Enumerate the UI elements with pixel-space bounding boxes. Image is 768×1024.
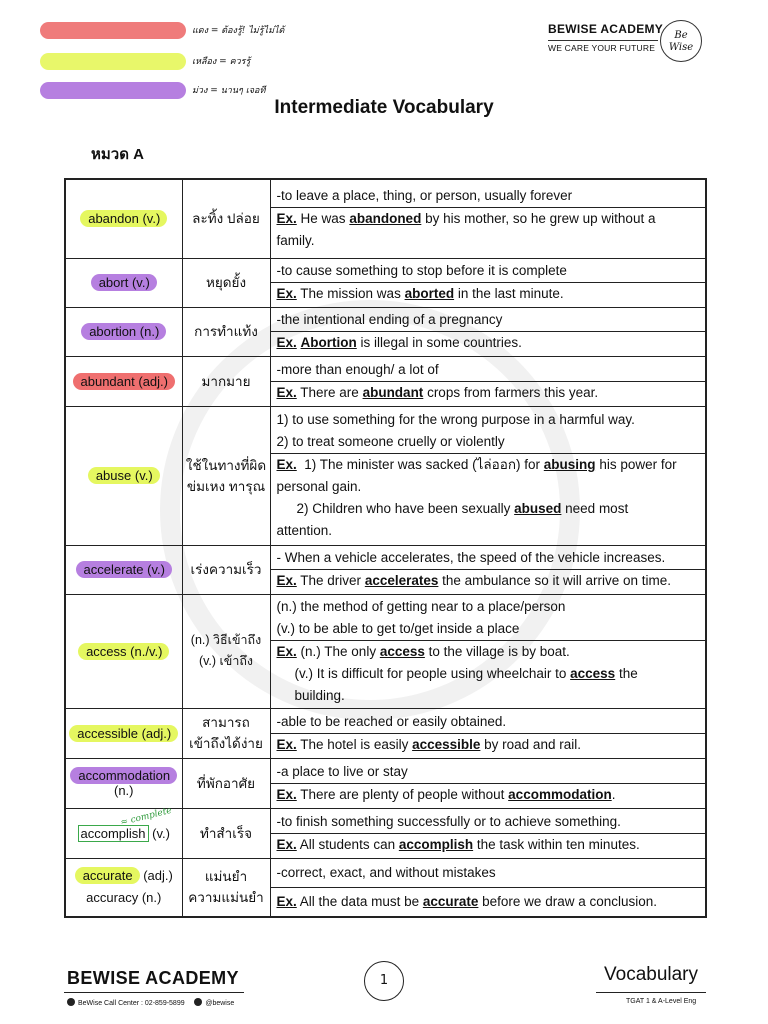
headword-highlight — [91, 274, 157, 291]
word-cell — [65, 179, 182, 258]
brand-logo — [660, 20, 702, 62]
brand-header — [548, 20, 708, 64]
example-text: the ambulance so it will arrive on time. — [438, 573, 671, 588]
headword-highlight — [78, 643, 169, 660]
example-line: personal gain. — [276, 479, 362, 494]
example-keyword: access — [570, 665, 616, 681]
example-text: by his mother, so he grew up without a — [421, 211, 656, 227]
example-label: Ex. — [276, 836, 297, 852]
definition-cell — [270, 406, 706, 545]
example-block — [271, 833, 706, 856]
example-block — [271, 783, 706, 806]
thai-meaning — [182, 858, 270, 917]
example-block — [271, 331, 706, 354]
headword: abuse — [95, 468, 132, 483]
headword: abort — [98, 275, 129, 290]
definition-cell — [270, 858, 706, 917]
thai-meaning: เร่งความเร็ว — [182, 545, 270, 594]
part-of-speech: (n./v.) — [130, 643, 163, 659]
thai-meaning: ละทิ้ง ปล่อย — [182, 179, 270, 258]
thai-meaning: การทำแท้ง — [182, 307, 270, 356]
example-text: need most — [561, 501, 629, 516]
example-text: before we draw a conclusion. — [478, 893, 658, 909]
table-row — [65, 808, 706, 858]
thai-line: ข่มเหง ทารุณ — [186, 478, 266, 494]
word-cell — [65, 805, 182, 858]
headword: abortion — [89, 324, 137, 339]
headword-highlight — [73, 373, 175, 390]
word-cell — [65, 858, 182, 917]
example-label: Ex. — [276, 786, 297, 802]
table-row — [65, 258, 706, 307]
page-title: Intermediate Vocabulary — [274, 97, 494, 118]
word-cell — [65, 356, 182, 406]
legend-text: ม่วง = นานๆ เจอที — [192, 86, 266, 96]
footer-brand: BEWISE ACADEMY — [67, 968, 239, 988]
example-block — [271, 453, 706, 542]
definition: 1) to use something for the wrong purpose in a harmful way. — [276, 412, 635, 427]
headword: accomplish — [80, 825, 146, 841]
thai-meaning: หยุดยั้ง — [182, 258, 270, 307]
example-text: The driver — [300, 573, 365, 588]
definition-cell — [270, 258, 706, 307]
legend-row-red — [40, 20, 440, 40]
legend-text: เหลือง = ควรรู้ — [192, 57, 251, 67]
page-number: 1 — [364, 961, 404, 1001]
table-row — [65, 179, 706, 258]
definition: (v.) to be able to get to/get inside a place — [276, 620, 520, 636]
brand-name: BEWISE ACADEMY — [548, 22, 664, 36]
example-text: the task within ten minutes. — [473, 836, 640, 852]
example-text: The hotel is easily — [300, 736, 413, 752]
definition: -able to be reached or easily obtained. — [276, 713, 507, 729]
example-line — [271, 784, 706, 806]
table-row — [65, 708, 706, 758]
definition-cell — [270, 708, 706, 758]
headword: access — [86, 643, 127, 659]
table-row — [65, 356, 706, 406]
thai-meaning: ทำสำเร็จ — [182, 808, 270, 858]
brand-tagline: WE CARE YOUR FUTURE — [548, 43, 656, 53]
part-of-speech: (adj.) — [138, 373, 168, 389]
definition-cell — [270, 758, 706, 808]
table-row — [65, 758, 706, 808]
example-block — [271, 887, 706, 916]
example-block — [271, 733, 706, 756]
word-cell — [65, 758, 182, 808]
example-keyword: abused — [514, 501, 562, 516]
headword-highlight — [76, 561, 172, 578]
headword-highlight — [88, 467, 160, 484]
example-block — [271, 640, 706, 707]
section-heading: หมวด A — [91, 146, 144, 163]
example-line — [271, 570, 706, 592]
example-line — [271, 283, 706, 305]
example-text: (v.) It is difficult for people using wheelchair to — [294, 665, 571, 681]
example-line — [271, 641, 706, 663]
example-label: Ex. — [276, 211, 297, 227]
part-of-speech: (v.) — [131, 275, 150, 290]
word-cell — [65, 708, 182, 758]
call-center: BeWise Call Center : 02-859-5899 — [78, 1000, 185, 1007]
thai-meaning: ที่พักอาศัย — [182, 758, 270, 808]
thai-line: ความแม่นยำ — [188, 890, 264, 905]
footer-subject: Vocabulary — [604, 964, 699, 985]
definition: -a place to live or stay — [276, 763, 408, 779]
footer-contact — [67, 998, 234, 1007]
definition-cell — [270, 545, 706, 594]
word-cell — [65, 594, 182, 708]
headword-box — [78, 825, 149, 842]
thai-meaning: มากมาย — [182, 356, 270, 406]
headword: accelerate — [83, 562, 144, 577]
example-keyword: aborted — [404, 286, 455, 301]
part-of-speech: (n.) — [141, 890, 162, 905]
definition-cell — [270, 356, 706, 406]
phone-icon — [67, 998, 75, 1006]
example-line — [271, 454, 706, 476]
thai-line: เข้าถึงได้ง่าย — [189, 736, 263, 751]
table-row — [65, 858, 706, 917]
example-line — [271, 734, 706, 756]
definition-cell — [270, 179, 706, 258]
definition-cell — [270, 594, 706, 708]
thai-meaning — [182, 594, 270, 708]
footer-course: TGAT 1 & A-Level Eng — [626, 998, 697, 1005]
example-line — [271, 663, 706, 685]
example-text: (n.) The only — [300, 643, 380, 659]
definition: -to cause something to stop before it is complete — [276, 263, 567, 278]
example-text: The mission was — [300, 286, 405, 301]
footer-divider — [64, 992, 244, 993]
example-text: 1) The minister was sacked (ไล่ออก) for — [304, 457, 544, 472]
table-row — [65, 594, 706, 708]
example-keyword: abusing — [543, 457, 596, 472]
logo-text: Be — [674, 30, 688, 41]
legend-bar-yellow — [40, 53, 186, 70]
headword: accurate — [82, 868, 133, 883]
example-text: crops from farmers this year. — [423, 384, 599, 400]
table-row — [65, 406, 706, 545]
brand-divider — [548, 40, 658, 41]
example-label: Ex. — [276, 643, 297, 659]
example-text: 2) Children who have been sexually — [296, 501, 515, 516]
example-text: There are plenty of people without — [300, 786, 509, 802]
definition-cell — [270, 307, 706, 356]
word-cell — [65, 406, 182, 545]
example-label: Ex. — [276, 736, 297, 752]
example-text: to the village is by boat. — [424, 643, 570, 659]
word-cell — [65, 307, 182, 356]
example-keyword: accessible — [412, 736, 481, 752]
example-text: the — [615, 665, 638, 681]
legend-text: แดง = ต้องรู้! ไม่รู้ไม่ได้ — [192, 26, 285, 36]
part-of-speech: (v.) — [134, 468, 153, 483]
headword: accuracy — [86, 890, 139, 905]
headword-highlight — [75, 867, 140, 884]
legend-bar-red — [40, 22, 186, 39]
example-label: Ex. — [276, 384, 297, 400]
example-keyword: accommodation — [508, 786, 612, 802]
definition: -the intentional ending of a pregnancy — [276, 312, 503, 327]
headword-highlight — [70, 767, 177, 784]
legend-row-yellow — [40, 51, 440, 71]
part-of-speech: (adj.) — [143, 868, 173, 883]
example-block — [271, 282, 706, 305]
example-text: his power for — [595, 457, 677, 472]
example-block — [271, 207, 706, 252]
example-label: Ex. — [276, 893, 297, 909]
thai-meaning — [182, 406, 270, 545]
example-line — [271, 888, 706, 916]
thai-line: (n.) วิธีเข้าถึง — [190, 633, 262, 647]
definition-cell — [270, 808, 706, 858]
example-line — [271, 498, 706, 520]
definition: 2) to treat someone cruelly or violently — [276, 434, 505, 449]
part-of-speech: (n.) — [114, 783, 134, 798]
example-block — [271, 569, 706, 592]
part-of-speech: (v.) — [152, 825, 170, 841]
headword-highlight — [69, 725, 178, 742]
thai-line: สามารถ — [202, 715, 250, 730]
example-line — [271, 208, 706, 230]
example-keyword: accomplish — [398, 836, 474, 852]
part-of-speech: (v.) — [147, 562, 165, 577]
example-keyword: abundant — [362, 384, 424, 400]
example-text: . — [611, 786, 616, 802]
thai-line: ใช้ในทางที่ผิด — [185, 457, 267, 473]
example-label: Ex. — [276, 335, 297, 350]
example-line — [271, 332, 706, 354]
example-text: by road and rail. — [480, 736, 581, 752]
social-handle: @bewise — [205, 1000, 235, 1007]
headword-highlight — [80, 210, 167, 227]
definition: - When a vehicle accelerates, the speed of the vehicle increases. — [276, 550, 666, 565]
example-keyword: access — [379, 643, 425, 659]
example-keyword: Abortion — [300, 335, 357, 350]
example-keyword: abandoned — [349, 211, 422, 227]
word-cell — [65, 545, 182, 594]
example-keyword: accelerates — [364, 573, 439, 588]
part-of-speech: (n.) — [139, 324, 160, 339]
example-text: All students can — [299, 836, 399, 852]
example-text: There are — [300, 384, 363, 400]
definition: -to leave a place, thing, or person, usually forever — [276, 188, 573, 204]
headword-highlight — [81, 323, 166, 340]
headword: accessible — [77, 725, 138, 741]
definition: (n.) the method of getting near to a place/person — [276, 598, 566, 614]
word-cell — [65, 258, 182, 307]
example-line — [271, 382, 706, 404]
part-of-speech: (v.) — [142, 211, 161, 227]
line-icon — [194, 998, 202, 1006]
thai-line: แม่นยำ — [204, 869, 248, 884]
example-text: He was — [300, 211, 350, 227]
example-block — [271, 381, 706, 404]
example-text: All the data must be — [299, 893, 423, 909]
example-text: is illegal in some countries. — [356, 335, 522, 350]
part-of-speech: (adj.) — [141, 725, 172, 741]
example-line — [271, 834, 706, 856]
headword-wrap — [78, 805, 173, 841]
footer-divider — [596, 992, 706, 993]
headword: abandon — [88, 211, 139, 227]
example-keyword: accurate — [422, 893, 479, 909]
handwritten-note: ≈ complete — [119, 805, 173, 828]
logo-text: Wise — [668, 42, 694, 53]
example-label: Ex. — [276, 457, 297, 472]
example-line: attention. — [276, 523, 333, 538]
thai-line: (v.) เข้าถึง — [198, 654, 254, 668]
example-line: family. — [276, 233, 315, 249]
definition: -more than enough/ a lot of — [276, 361, 439, 377]
headword: abundant — [80, 373, 135, 389]
thai-meaning — [182, 708, 270, 758]
example-line: building. — [294, 687, 345, 703]
table-row — [65, 307, 706, 356]
table-row — [65, 545, 706, 594]
example-text: in the last minute. — [454, 286, 564, 301]
definition: -to finish something successfully or to achieve something. — [276, 813, 621, 829]
headword: accommodation — [78, 768, 171, 783]
example-label: Ex. — [276, 286, 297, 301]
vocabulary-table — [64, 178, 707, 918]
example-label: Ex. — [276, 573, 297, 588]
definition: -correct, exact, and without mistakes — [276, 864, 496, 880]
